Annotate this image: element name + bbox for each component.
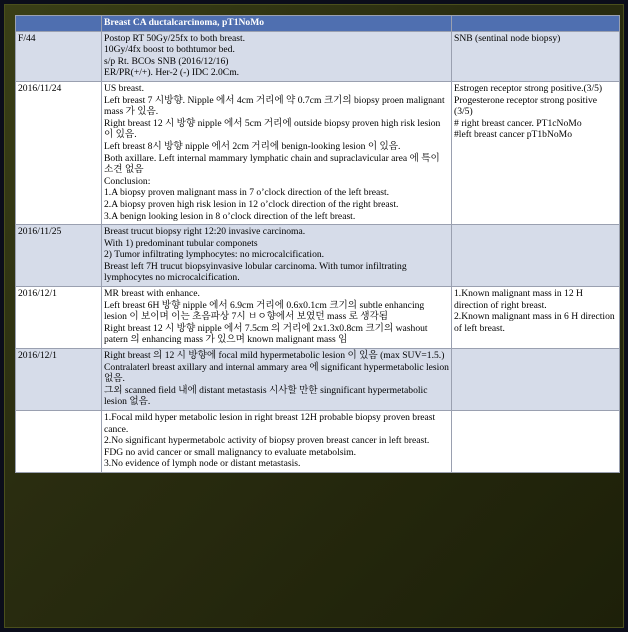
finding-line: Breast trucut biopsy right 12:20 invasive carcinoma. <box>104 226 306 238</box>
finding-line: Left breast 7 시방향. Nipple 에서 4cm 거리에 약 0.7cm 크기의 biopsy proen malignant mass 가 있음. <box>104 94 445 118</box>
row-findings <box>102 81 452 224</box>
record-row <box>16 287 620 349</box>
note-line: 2.Known malignant mass in 6 H direction of left breast. <box>454 311 615 334</box>
finding-line: 그외 scanned field 내에 distant metastasis 시사할 만한 singnificant hypermetabolic lesion 없음. <box>104 384 428 408</box>
note-line: Estrogen receptor strong positive.(3/5) <box>454 82 603 94</box>
record-row <box>16 349 620 411</box>
finding-line: s/p Rt. BCOs SNB (2016/12/16) <box>104 55 229 67</box>
finding-line: 1.A biopsy proven malignant mass in 7 o’clock direction of the left breast. <box>104 187 390 199</box>
finding-line: Both axillare. Left internal mammary lymphatic chain and supraclavicular area 에 특이 소견 없음 <box>104 152 440 176</box>
row-notes <box>452 349 620 411</box>
finding-line: Left breast 8시 방향 nipple 에서 2cm 거리에 benign-looking lesion 이 있음. <box>104 140 401 152</box>
finding-line: Postop RT 50Gy/25fx to both breast. <box>104 32 246 44</box>
finding-line: 1.Focal mild hyper metabolic lesion in right breast 12H probable biopsy proven breast cance. <box>104 412 436 435</box>
finding-line: Conclusion: <box>104 175 151 187</box>
finding-line: Left breast 6H 방향 nipple 에서 6.9cm 거리에 0.6x0.1cm 크기의 subtle enhancing lesion 이 보이며 이는 초음파상 7시 ㅂㅇ향에서 보였던 mass 로 생각됨 <box>104 299 425 323</box>
row-findings <box>102 225 452 287</box>
row-date: 2016/12/1 <box>16 349 102 411</box>
note-line: 1.Known malignant mass in 12 H direction of right breast. <box>454 288 583 311</box>
row-notes <box>452 81 620 224</box>
header-row <box>16 16 620 32</box>
row-date: 2016/11/25 <box>16 225 102 287</box>
finding-line: ER/PR(+/+). Her-2 (-) IDC 2.0Cm. <box>104 67 240 79</box>
row-findings <box>102 349 452 411</box>
finding-line: With 1) predominant tubular componets <box>104 237 258 249</box>
note-line: Progesterone receptor strong positive (3/5) <box>454 94 598 118</box>
finding-line: 2.A biopsy proven high risk lesion in 12 o’clock direction of the right breast. <box>104 198 399 210</box>
row-date: 2016/11/24 <box>16 81 102 224</box>
finding-line: Breast left 7H trucut biopsyinvasive lobular carcinoma. With tumor infiltrating lymphocytes no microcalcification. <box>104 260 407 284</box>
header-title <box>102 16 452 32</box>
finding-line: US breast. <box>104 82 144 94</box>
medical-record-table <box>15 15 620 473</box>
row-findings <box>102 287 452 349</box>
finding-line: 2.No significant hypermetabolc activity of biopsy proven breast cancer in left breast. FDG no avid cancer or small malignancy to evaluate metabolsim. <box>104 435 430 458</box>
row-findings <box>102 411 452 473</box>
row-date <box>16 411 102 473</box>
record-row <box>16 31 620 81</box>
record-row <box>16 81 620 224</box>
record-row <box>16 411 620 473</box>
finding-line: 10Gy/4fx boost to bothtumor bed. <box>104 44 235 56</box>
finding-line: Right breast 12 시 방향 nipple 에서 5cm 거리에 outside biopsy proven high risk lesion 이 있음. <box>104 117 441 141</box>
row-notes <box>452 31 620 81</box>
finding-line: 3.No evidence of lymph node or distant metastasis. <box>104 458 301 470</box>
record-row <box>16 225 620 287</box>
header-cell-date <box>16 16 102 32</box>
document-frame <box>4 4 624 628</box>
row-notes <box>452 225 620 287</box>
note-line: # right breast cancer. PT1cNoMo <box>454 117 582 129</box>
finding-line: Right breast 12 시 방향 nipple 에서 7.5cm 의 거리에 2x1.3x0.8cm 크기의 washout patern 의 enhancing mass 가 있으며 known malignant mass 임 <box>104 322 428 346</box>
row-date: 2016/12/1 <box>16 287 102 349</box>
row-notes <box>452 411 620 473</box>
finding-line: 2) Tumor infiltrating lymphocytes: no microcalcification. <box>104 249 325 261</box>
finding-line: Right breast 의 12 시 방향에 focal mild hypermetabolic lesion 이 있음 (max SUV=1.5.) <box>104 350 445 362</box>
row-notes <box>452 287 620 349</box>
header-cell-notes <box>452 16 620 32</box>
note-line: #left breast cancer pT1bNoMo <box>454 129 573 141</box>
header-title-text: Breast CA ductalcarcinoma, pT1NoMo <box>104 17 265 28</box>
finding-line: Contralaterl breast axillary and internal ammary area 에 significant hypermetabolic lesion 없음. <box>104 361 449 385</box>
finding-line: MR breast with enhance. <box>104 288 200 300</box>
finding-line: 3.A benign looking lesion in 8 o’clock direction of the left breast. <box>104 210 356 222</box>
row-date: F/44 <box>16 31 102 81</box>
row-findings <box>102 31 452 81</box>
note-line: SNB (sentinal node biopsy) <box>454 32 561 44</box>
